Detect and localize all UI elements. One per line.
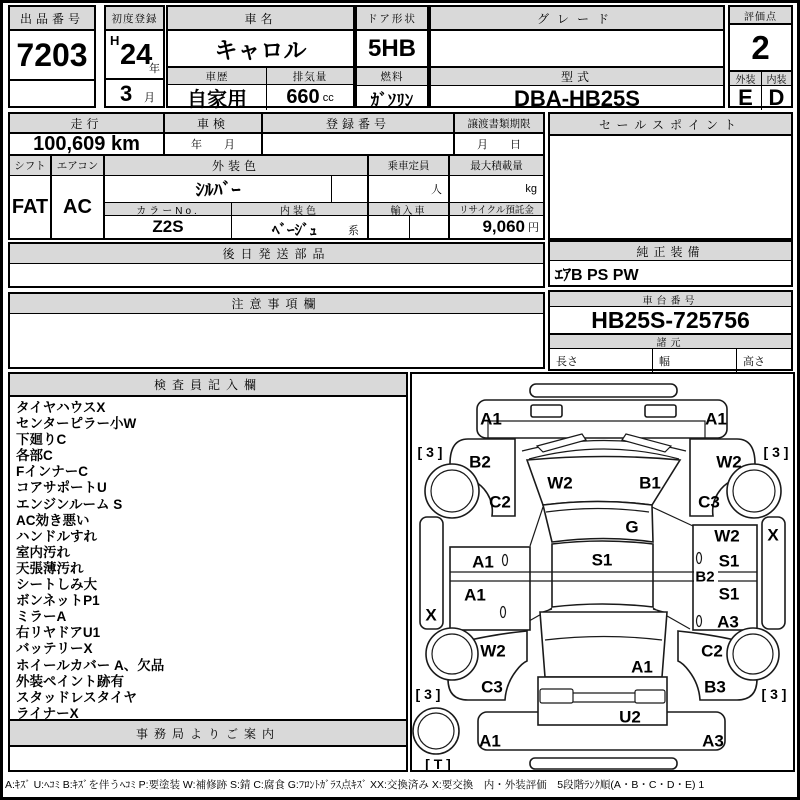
damage-label-rear-bumper-right: A3 (702, 731, 724, 751)
color-no-value: Z2S (105, 216, 232, 238)
spare-wheel-shape (418, 713, 454, 749)
color-no-label: カラーNo. (105, 203, 232, 216)
registration-no-value (263, 134, 455, 156)
sales-point-box (548, 112, 793, 240)
damage-label-rear-right-fender: B3 (704, 677, 726, 697)
inspector-item: ホイールカバー A、欠品 (16, 657, 165, 673)
registration-no-label: 登録番号 (263, 114, 455, 134)
inspector-panel (8, 372, 408, 772)
inspector-item: スタッドレスタイヤ (16, 689, 137, 705)
interior-color-cell (232, 216, 369, 238)
damage-label-left-door-rear: A1 (464, 585, 486, 605)
mileage-value: 100,609 km (10, 134, 165, 156)
headlight-left (531, 405, 562, 417)
damage-diagram-panel (410, 372, 795, 772)
car-damage-diagram (412, 374, 793, 770)
era-value: H (110, 33, 120, 48)
tire-depth-rear-left: [ 3 ] (415, 686, 441, 702)
rear-bumper-strip (530, 758, 677, 769)
score-label: 評価点 (730, 7, 791, 25)
damage-label-center-pillar: B2 (695, 568, 715, 586)
fuel-value: ｶﾞｿﾘﾝ (370, 91, 414, 110)
damage-label-front-left-fender: B2 (469, 452, 491, 472)
inspector-item: エンジンルーム S (16, 496, 123, 512)
damage-label-rear-window: A1 (631, 657, 653, 677)
first-registration-month-cell (106, 80, 163, 108)
inspector-item: AC効き悪い (16, 512, 90, 528)
damage-label-right-sill: X (767, 525, 779, 545)
inspector-item: シートしみ大 (16, 577, 97, 593)
ext-int-headers (730, 72, 791, 86)
displacement-unit: cc (322, 91, 334, 104)
inspector-item: 右リヤドアU1 (16, 625, 101, 641)
first-registration-year-cell (106, 31, 163, 80)
imported-cell-2 (410, 216, 450, 238)
displacement-label: 排気量 (267, 68, 353, 85)
damage-label-right-door-rear: S1 (718, 584, 740, 604)
inspector-item: 各部C (16, 448, 53, 464)
inspector-item: 外装ペイント跡有 (16, 673, 124, 689)
damage-label-rear-bumper-left: A1 (479, 731, 501, 751)
front-right-wheel (733, 470, 775, 512)
door-shape-label: ドア形状 (357, 7, 427, 31)
score-value: 2 (730, 25, 791, 72)
fuel-label: 燃料 (357, 68, 427, 86)
car-name-box (166, 5, 355, 111)
rear-right-wheel (733, 634, 773, 674)
interior-grade-value: D (768, 85, 785, 110)
damage-label-bonnet-left: W2 (547, 473, 573, 493)
inspection-label: 車検 (165, 114, 263, 134)
recycle-deposit-value: 9,060 (482, 217, 525, 236)
tail-light-left (540, 689, 573, 703)
capacity-label: 乗車定員 (369, 156, 450, 176)
damage-label-front-bumper-left: A1 (480, 409, 502, 429)
inspector-item: 室内汚れ (16, 544, 70, 560)
inspector-item: FインナーC (16, 464, 88, 480)
inspector-item: 下廻りC (16, 432, 67, 448)
inspector-item: ボンネットP1 (16, 593, 100, 609)
damage-label-rear-left-fender: C3 (481, 677, 503, 697)
reg-month-value: 3 (120, 81, 133, 106)
damage-label-right-door-lower: A3 (717, 612, 739, 632)
inspector-item: ミラーA (16, 609, 67, 625)
left-front-door-handle (503, 555, 508, 566)
mileage-label: 走行 (10, 114, 165, 134)
sales-point-label: セールスポイント (550, 114, 791, 136)
year-unit: 年 (149, 63, 160, 75)
chassis-box (548, 290, 793, 371)
later-parts-label: 後日発送部品 (10, 244, 543, 264)
damage-label-rear-panel: U2 (619, 707, 641, 727)
interior-grade-label: 内装 (762, 72, 791, 86)
right-rear-door-handle (697, 616, 702, 627)
notes-label: 注意事項欄 (10, 294, 543, 314)
headlight-right (645, 405, 676, 417)
left-rear-door-handle (501, 607, 506, 618)
interior-color-label: 内装色 (232, 203, 369, 216)
history-displacement-values (168, 85, 353, 110)
specs-label: 諸元 (550, 335, 791, 349)
imported-label: 輸入車 (369, 203, 450, 216)
tire-depth-front-right: [ 3 ] (763, 444, 789, 460)
recycle-deposit-label: リサイクル預託金 (450, 203, 543, 216)
car-name-value: キャロル (168, 31, 353, 68)
auction-number-empty (10, 81, 94, 110)
exterior-grade-value: E (730, 86, 762, 110)
damage-label-left-door-front: A1 (472, 552, 494, 572)
imported-cell-1 (369, 216, 410, 238)
auction-number-box (8, 5, 96, 108)
car-name-label: 車名 (168, 7, 353, 31)
first-registration-box (104, 5, 165, 108)
model-code-label: 型式 (431, 68, 723, 86)
equipment-box (548, 240, 793, 287)
damage-label-left-sill: X (425, 605, 437, 625)
front-left-wheel (431, 470, 473, 512)
score-box (728, 5, 793, 108)
damage-label-rear-left-arch: W2 (480, 641, 506, 661)
spec-length-label: 長さ (550, 349, 653, 373)
inspector-item: バッテリーX (16, 641, 93, 657)
chassis-no-value: HB25S-725756 (550, 307, 791, 335)
aircon-label: エアコン (52, 156, 105, 176)
equipment-label: 純正装備 (550, 242, 791, 261)
damage-label-front-left-pillar: C2 (489, 492, 511, 512)
damage-label-front-glass: G (625, 517, 639, 537)
history-label: 車歴 (168, 68, 267, 85)
displacement-value: 660 (286, 86, 320, 108)
exterior-color-label: 外装色 (105, 156, 369, 176)
reg-year-value: 24 (120, 39, 153, 71)
spec-width-label: 幅 (653, 349, 737, 373)
recycle-deposit-unit: 円 (528, 222, 539, 234)
inspector-item: ライナーX (16, 705, 79, 719)
spec-height-label: 高さ (743, 356, 765, 368)
damage-label-bonnet-right: B1 (639, 473, 661, 493)
inspector-item: ハンドルすれ (16, 528, 97, 544)
interior-color-value: ﾍﾞｰｼﾞｭ (272, 222, 318, 239)
transfer-deadline-label: 譲渡書類期限 (455, 114, 543, 134)
damage-label-front-right-pillar: C3 (698, 492, 720, 512)
ext-int-values (730, 86, 791, 110)
displacement-value-cell (267, 85, 353, 110)
capacity-unit: 人 (369, 176, 450, 203)
tire-depth-rear-right: [ 3 ] (761, 686, 787, 702)
interior-color-suffix: 系 (348, 225, 359, 237)
exterior-color-extra-cell (332, 176, 369, 203)
grade-value (431, 31, 723, 68)
damage-label-right-door-upper: W2 (714, 526, 740, 546)
front-panel (477, 400, 727, 438)
exterior-grade-label: 外装 (730, 72, 762, 86)
equipment-value: ｴｱB PS PW (555, 267, 639, 284)
damage-label-front-right-fender: W2 (716, 452, 742, 472)
door-fuel-box (355, 5, 429, 108)
sales-point-value (550, 136, 791, 240)
vehicle-details-table (8, 112, 545, 240)
damage-label-front-bumper-right: A1 (705, 409, 727, 429)
tire-depth-front-left: [ 3 ] (417, 444, 443, 460)
shift-value: FAT (10, 176, 52, 238)
notes-box (8, 292, 545, 369)
grade-label: グレード (431, 7, 723, 31)
damage-label-roof: S1 (591, 550, 613, 570)
grade-model-box (429, 5, 725, 111)
office-info-label: 事務局よりご案内 (10, 719, 406, 747)
damage-label-right-door-front: S1 (718, 551, 740, 571)
later-parts-box (8, 242, 545, 288)
chassis-no-label: 車台番号 (550, 292, 791, 307)
month-unit: 月 (144, 92, 155, 104)
inspector-item: 天張薄汚れ (16, 560, 84, 576)
model-code-value: DBA-HB25S (514, 85, 640, 111)
history-value: 自家用 (168, 85, 267, 110)
spare-tire-label: [ T ] (425, 756, 451, 770)
shift-label: シフト (10, 156, 52, 176)
recycle-deposit-cell (450, 216, 543, 238)
first-registration-label: 初度登録 (106, 7, 163, 31)
aircon-value: AC (52, 176, 105, 238)
auction-number-label: 出品番号 (10, 7, 94, 31)
max-load-label: 最大積載量 (450, 156, 543, 176)
specs-row (550, 349, 791, 373)
transfer-deadline-value: 月 日 (455, 134, 543, 156)
inspector-list (10, 397, 406, 719)
inspector-label: 検査員記入欄 (10, 374, 406, 397)
right-front-door-handle (697, 553, 702, 564)
door-shape-value: 5HB (357, 31, 427, 68)
front-bumper-strip (530, 384, 677, 397)
damage-label-rear-right-arch: C2 (701, 641, 723, 661)
inspection-value: 年 月 (165, 134, 263, 156)
max-load-unit: kg (450, 176, 543, 203)
inspector-item: タイヤハウスX (16, 400, 106, 415)
legend-text: A:ｷｽﾞ U:ﾍｺﾐ B:ｷｽﾞを伴うﾍｺﾐ P:要塗装 W:補修跡 S:錆 C:腐食 G:ﾌﾛﾝﾄｶﾞﾗｽ点ｷｽﾞ XX:交換済み X:要交換 内・外装評価 5段階ﾗﾝｸ順(A・B・C・D・E) 1 (5, 779, 705, 791)
inspector-item: コアサポートU (16, 480, 107, 496)
rear-left-wheel (432, 634, 472, 674)
inspector-item: センターピラー小W (16, 416, 137, 432)
auction-number-value: 7203 (10, 31, 94, 81)
exterior-color-value: ｼﾙﾊﾞｰ (105, 176, 332, 203)
tail-light-right (635, 690, 665, 703)
